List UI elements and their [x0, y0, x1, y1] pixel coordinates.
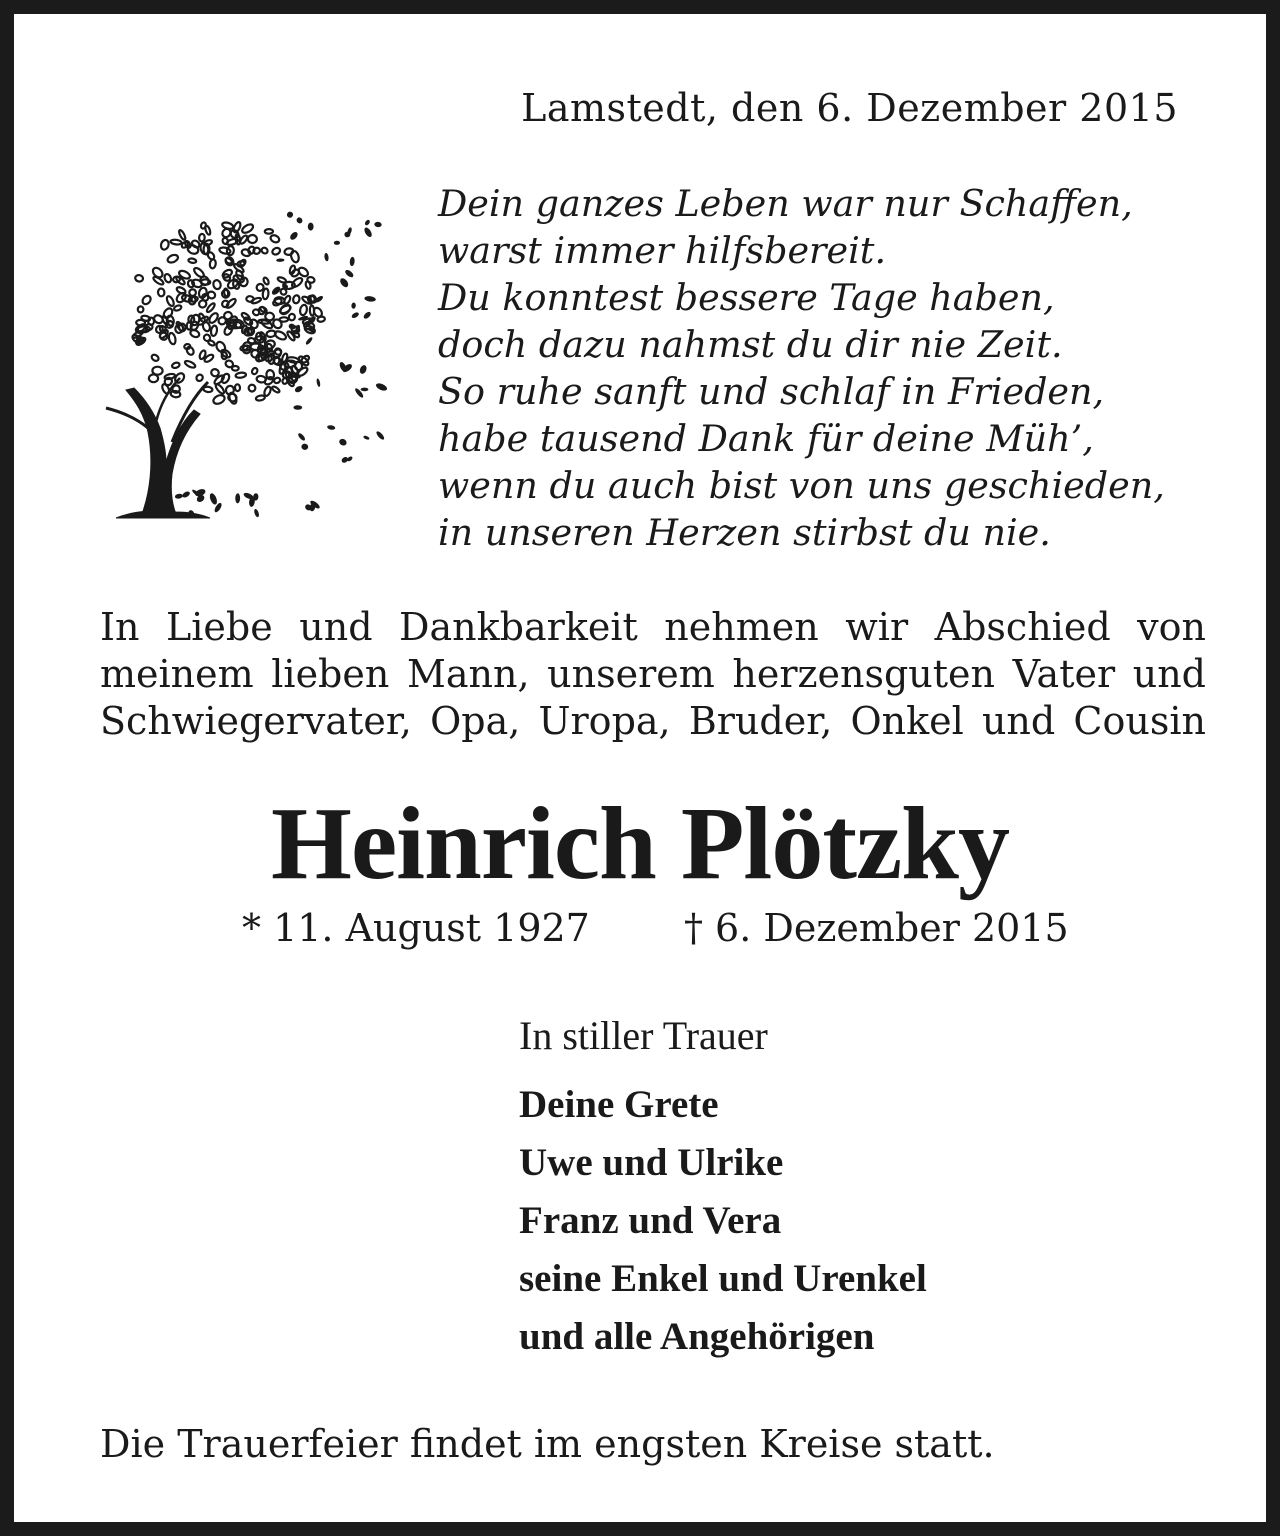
tree-leaf: [164, 373, 175, 380]
tree-leaf: [199, 234, 205, 242]
deceased-name: Heinrich Plötzky: [271, 786, 1009, 901]
poem-line: doch dazu nahmst du dir nie Zeit.: [438, 323, 1063, 366]
tree-leaf: [297, 266, 309, 278]
falling-leaf: [363, 435, 370, 440]
farewell-line: In Liebe und Dankbarkeit nehmen wir Abschied von: [100, 605, 1206, 649]
poem-line: Dein ganzes Leben war nur Schaffen,: [438, 182, 1133, 225]
tree-leaf: [185, 346, 195, 356]
falling-leaf: [351, 311, 360, 319]
death-date: † 6. Dezember 2015: [683, 906, 1069, 950]
poem-line: Du konntest bessere Tage haben,: [438, 276, 1055, 319]
tree-leaf: [256, 395, 266, 401]
falling-leaf: [288, 323, 297, 331]
tree-leaf: [178, 229, 187, 240]
poem-line: So ruhe sanft und schlaf in Frieden,: [438, 370, 1105, 413]
falling-leaf: [175, 493, 184, 499]
tree-leaf: [198, 287, 208, 299]
falling-leaf: [363, 226, 373, 238]
falling-leaf: [286, 210, 295, 218]
tree-leaf: [137, 306, 143, 313]
tree-leaf: [263, 277, 270, 286]
tree-leaf: [290, 250, 300, 263]
tree-leaf: [190, 296, 198, 302]
mourner: Deine Grete: [519, 1083, 719, 1126]
tree-leaf: [219, 247, 231, 255]
falling-leaf: [349, 257, 355, 267]
tree-leaf: [195, 373, 204, 382]
poem: [438, 180, 1238, 556]
tree-leaf: [209, 259, 216, 269]
tree-leaf: [141, 294, 152, 306]
farewell-text: [100, 604, 1206, 745]
mourner: seine Enkel und Urenkel: [519, 1257, 927, 1300]
tree-leaf: [170, 239, 181, 245]
tree-leaf: [299, 304, 308, 316]
tree-leaf: [271, 247, 281, 256]
falling-leaf: [235, 493, 240, 503]
falling-leaf: [375, 430, 385, 441]
tree-leaf: [225, 385, 235, 395]
tree-leaf: [265, 312, 274, 320]
tree-leaf: [273, 377, 281, 384]
tree-leaf: [248, 235, 257, 243]
tree-leaf: [171, 362, 180, 369]
falling-leaf: [308, 223, 314, 231]
farewell-line: Schwiegervater, Opa, Uropa, Bruder, Onkel und Cousin: [100, 699, 1206, 743]
tree-leaf: [261, 247, 269, 255]
falling-leaf: [344, 269, 355, 279]
mourner: Uwe und Ulrike: [519, 1141, 784, 1184]
falling-leaf: [364, 296, 376, 303]
tree-leaf: [232, 221, 241, 233]
falling-leaf: [374, 221, 382, 227]
falling-leaf: [295, 216, 303, 224]
tree-leaf: [204, 225, 211, 235]
falling-leaf: [301, 443, 309, 450]
tree-leaf: [173, 304, 182, 311]
falling-leaf: [208, 492, 218, 505]
tree-leaf: [241, 248, 251, 257]
falling-leaf: [334, 241, 340, 245]
tree-leaf: [251, 367, 258, 375]
tree-leaf: [292, 295, 300, 304]
funeral-note: Die Trauerfeier findet im engsten Kreise statt.: [100, 1422, 995, 1466]
tree-leaf: [289, 265, 296, 275]
tree-leaf: [176, 286, 187, 295]
farewell-line: meinem lieben Mann, unserem herzensguten Vater und: [100, 652, 1206, 696]
falling-leaf: [253, 508, 260, 517]
tree-leaf: [160, 239, 170, 251]
tree-leaf: [217, 316, 227, 325]
tree-leaf: [165, 295, 175, 307]
falling-leaf: [338, 438, 348, 447]
tree-leaf: [158, 288, 165, 296]
mourners-list: [519, 1076, 927, 1366]
tree-leaf: [163, 273, 172, 283]
falling-leaf: [289, 231, 299, 242]
falling-leaf: [361, 388, 369, 392]
life-dates: [242, 906, 1069, 950]
tree-leaf: [168, 332, 177, 345]
falling-leaf: [181, 490, 191, 499]
birth-date: * 11. August 1927: [242, 906, 590, 950]
tree-leaf: [203, 333, 212, 342]
tree-leaf: [188, 258, 196, 263]
falling-leaf: [324, 253, 329, 262]
tree-leaf: [269, 234, 280, 244]
mourner: und alle Angehörigen: [519, 1315, 875, 1358]
poem-line: habe tausend Dank für deine Müh’,: [438, 417, 1094, 460]
windblown-tree-icon: [76, 192, 396, 522]
falling-leaf: [305, 336, 314, 345]
tree-leaf: [167, 253, 180, 263]
falling-leaf: [375, 382, 388, 392]
tree-leaf: [151, 353, 160, 362]
tree-leaf: [291, 276, 304, 288]
tree-leaf: [141, 315, 151, 322]
tree-leaf: [212, 393, 226, 405]
tree-leaf: [235, 372, 246, 378]
falling-leaf: [364, 219, 371, 226]
mourning-label: In stiller Trauer: [519, 1013, 768, 1058]
tree-leaf: [288, 313, 296, 321]
tree-leaf: [223, 324, 234, 336]
mourner: Franz und Vera: [519, 1199, 782, 1242]
falling-leaf: [276, 258, 285, 262]
falling-leaf: [293, 405, 302, 410]
tree-leaf: [256, 375, 266, 383]
tree-leaf: [272, 297, 283, 306]
tree-leaf: [247, 383, 256, 392]
tree-leaf: [225, 298, 237, 310]
poem-line: warst immer hilfsbereit.: [438, 229, 887, 272]
tree-leaf: [266, 330, 276, 338]
tree-leaf: [284, 248, 294, 256]
tree-leaf: [189, 329, 200, 339]
tree-leaf: [212, 279, 221, 290]
falling-leaf: [351, 302, 356, 309]
poem-line: wenn du auch bist von uns geschieden,: [438, 464, 1165, 507]
poem-line: in unseren Herzen stirbst du nie.: [438, 511, 1051, 554]
place-and-date: Lamstedt, den 6. Dezember 2015: [521, 86, 1178, 130]
tree-leaf: [305, 281, 311, 290]
tree-leaf: [149, 374, 158, 382]
tree-leaf: [222, 221, 234, 230]
tree-leaf: [135, 274, 144, 282]
falling-leaf: [316, 378, 321, 387]
tree-leaf: [224, 359, 234, 368]
falling-leaf: [362, 311, 372, 320]
tree-leaf: [241, 312, 251, 321]
falling-leaf: [327, 425, 336, 431]
tree-leaf: [215, 340, 227, 353]
falling-leaf: [297, 432, 306, 441]
falling-leaf: [339, 277, 350, 289]
tree-leaf: [265, 229, 273, 234]
tree-leaf: [239, 259, 246, 267]
tree-leaf: [262, 288, 269, 299]
tree-leaf: [235, 384, 241, 391]
tree-leaf: [271, 385, 280, 393]
tree-leaf: [184, 360, 196, 369]
tree-leaf: [210, 325, 218, 336]
tree-leaf: [241, 223, 255, 235]
tree-leaf: [259, 306, 267, 314]
falling-leaf: [359, 364, 368, 375]
falling-leaf: [294, 385, 304, 394]
